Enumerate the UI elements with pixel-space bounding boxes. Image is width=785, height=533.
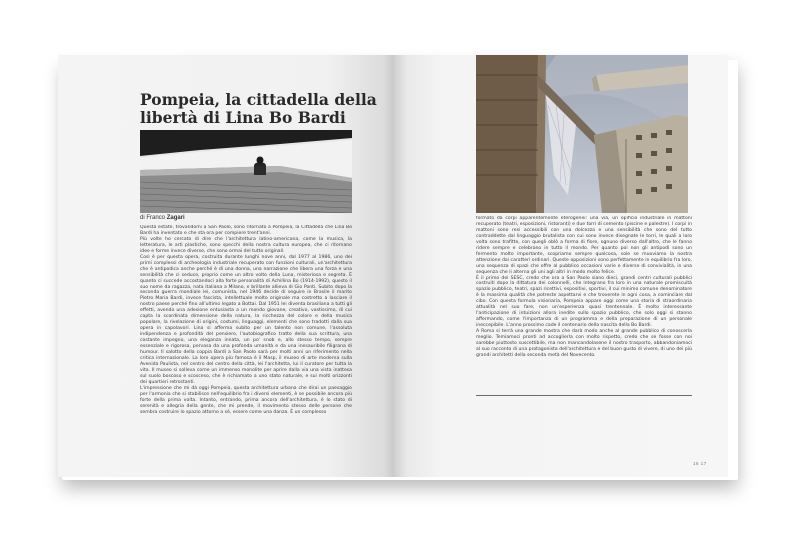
byline-prefix: di Franco <box>140 215 166 221</box>
article-title: Pompeia, la cittadella della libertà di Lina Bo Bardi <box>140 90 377 127</box>
article-photo-rooftop <box>140 130 352 213</box>
left-page <box>58 55 394 477</box>
end-rule <box>476 395 692 396</box>
byline-author: Zagari <box>166 215 185 221</box>
article-photo-towers <box>476 55 688 213</box>
byline <box>140 215 185 221</box>
page-numbers: 16 17 <box>693 461 707 466</box>
right-page <box>394 55 728 477</box>
article-body-left: Questa estate, trovandomi a San Paolo, sono ritornato a Pompeia, la Cittadella che Lina Bo Bardi ha inventato e che sta ora per compiere trent'anni. Più volte ho cercato di dire che l'architettura latino-americana, come la musica, la letteratura, le arti plastiche, sono specchi della nostra cultura europea, che ci ritornano idee e forme invece diverse, che sono ormai del tutto originali. Così è per questa opera, costruita durante lunghi nove anni, dal 1977 al 1986, uno dei primi complessi di archeologia industriale recuperato con funzioni culturali, un'architettura che è antipodica anche perché è di una donna, una narrazione che libera una forza e una sensibilità che ci seduce, proprio come un altro volto della Luna, misteriosa e segreta. È quanto ci succede accostandoci alla forte personalità di Achillina Bo (1914-1992), questo il suo nome da ragazza, nata italiana a Milano, e brillante allieva di Gio Ponti. Subito dopo la seconda guerra mondiale lei, comunista, nel 1946 decide di seguire in Brasile il marito Pietro Maria Bardi, invece fascista, intellettuale molto originale ma costretto a lasciare il nostro paese perché fino all'ultimo legato a Bottai. Dal 1951 lei diventa brasiliana a tutti gli effetti, avendo una adesione entusiasta a un mondo giovane, creativo, vastissimo, di cui capta la scordinata dimensione della natura, la ricchezza del colore e della musica popolare, la rivelazione di origini, costumi, linguaggi, elementi che sono tradotti dalla sua opera in capolavori. Lina si afferma subito per un talento non comune, l'assoluta indipendenza e profondità del pensiero, l'autobiografico tratto della sua scrittura, una costante impegno, una eleganza innata, un po' snob e, allo stesso tempo, sempre essenziale e rigorosa, pervasa da una profonda umanità e da una inesauribile filigrana di humour. Il salotto della coppia Bardi a San Paolo sarà per molti anni un riferimento nella critica internazionale. La loro opera più famosa è il Masp, il museo di arte moderna sulla Avenida Paulista, nel centro del centro della città, lei l'architetta, lui il curatore per tutta la vita. Il museo si solleva come un immenso monolite per aprire dalla via una vista inattesa sul suolo boscoso e scosceso, che è richiamato a uno stato naturale, e sui molti orizzonti dei quartieri retrostanti. L'impressione che mi dà oggi Pompeia, questa architettura urbana che dirai un paesaggio per l'armonia che si stabilisce nell'equilibrio fra i diversi elementi, è se possibile ancora più forte della prima volta. Intanto, entrando, prima ancora dell'architettura, è lo stato di serenità e allegria della gente, che mi prende, il movimento stesso delle persone che sembra costruire lo spazio attorno a sé, essere come una danza. È un complesso <box>140 225 352 415</box>
article-body-right: formato da corpi apparentemente eterogenei: una via, un opificio industriale in mattoni recuperato (teatri, esposizioni, ristoranti) e due torri di cemento (piscine e palestre). I corpi in mattoni sono resi accessibili con una dolcezza e una sensibilità che sono del tutto contraddette dal linguaggio brutalista con cui sono invece disegnate le torri, le quali a loro volta sono trafitte, con quegli oblò a forma di fiore, ognuno diverso dall'altro, che le fanno ridere sempre e celebrano in tutto il mondo. Per quanto poi non gli antipodi sono un fermento molto importante, scopriamo sempre qualcosa, sole se muoviamo la nostra attenzione dai caratteri ordinari. Queste opposizioni sono perfettamente in equilibrio fra loro, una sequenza di spazi che offre al pubblico occasioni varie e diverse di convivialità, in una sequenza che li alterna gli uni agli altri in modo molto felice. È il primo dei SESC, credo che ora a San Paolo siano dieci, grandi centri culturali pubblici costruiti dopo la dittatura dei colonnelli, che integrano fra loro in una naturale promiscuità spazio pubblico, teatri, spazi ricettivi, espositivi, sportivi, il cui minimo comune denominatore è la massima qualità che potreste aspettarvi e che troverete in ogni cosa, a cominciare dal cibo. Con questa formula visionaria, Pompeia appare oggi come una storia di straordinaria attualità nel suo fare, non un'esperienza quasi trentennale. È molto interessante l'anticipazione di intuizioni allora inedite sullo spazio pubblico, che solo oggi si stanno affermando, come l'importanza di un programma e della preparazione di un personale ineccepibile. L'anno prossimo cade il centenario della nascita della Bo Bardi. A Roma si terrà una grande mostra che darà modo anche al grande pubblico di conoscerla meglio. Temiamoci pronti ad accoglierla con molto rispetto, credo che se fosse con noi sarebbe piuttosto suscettibile, ma non mancandolasene il nostro trasporto, abbandoniamoci al suo racconto di una protagonista dell'architettura e del buon gusto di vivere, di uno dei più grandi architetti della seconda metà del Novecento. <box>476 216 692 358</box>
